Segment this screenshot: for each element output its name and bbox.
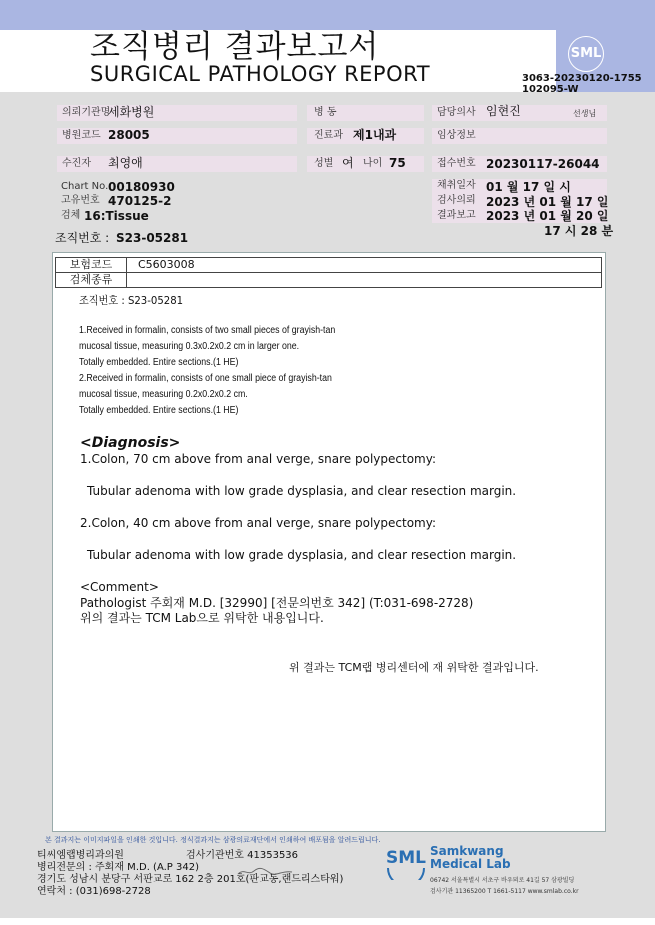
consign-line-2: 위 결과는 TCM랩 병리센터에 재 위탁한 결과입니다.	[289, 661, 539, 674]
footer-lab-number: 검사기관번호 41353536	[186, 850, 299, 861]
document-number-line1: 3063-20230120-1755	[522, 73, 642, 84]
receipt-value: 20230117-26044	[486, 157, 600, 171]
footer-contact: 연락처 : (031)698-2728	[37, 886, 151, 897]
chart-label: Chart No.	[61, 181, 109, 192]
report-label: 결과보고	[437, 210, 476, 221]
footer-address: 경기도 성남시 분당구 서판교로 162 2층 201호(판교동,랜드리스타워)	[37, 874, 344, 885]
gross-line: Totally embedded. Entire sections.(1 HE)	[79, 405, 239, 416]
dept-label: 진료과	[314, 130, 343, 141]
hospital-value: 세화병원	[108, 105, 155, 119]
signature-image	[236, 862, 296, 872]
comment-label: <Comment>	[80, 580, 159, 594]
uid-value: 470125-2	[108, 194, 172, 208]
report-title-english: SURGICAL PATHOLOGY REPORT	[90, 62, 431, 86]
gross-line: mucosal tissue, measuring 0.2x0.2x0.2 cm.	[79, 389, 248, 400]
insurance-code-row	[55, 257, 602, 273]
clinical-label: 임상정보	[437, 130, 476, 141]
pathologist-line: Pathologist 주회재 M.D. [32990] [전문의번호 342] (T:031-698-2728)	[80, 596, 474, 610]
specimen-label: 검체	[61, 210, 81, 221]
consign-line: 위의 결과는 TCM Lab으로 위탁한 내용입니다.	[80, 611, 324, 625]
doctor-value: 임현진	[486, 104, 521, 118]
hospcode-value: 28005	[108, 128, 150, 142]
footer-notice: 본 결과지는 이미지파일을 인쇄한 것입니다. 정식결과지는 삼광의료재단에서 인쇄하여 배포됨을 알려드립니다.	[45, 836, 381, 844]
footer-pathologist: 병리전문의 : 주회재 M.D. (A.P 342)	[37, 862, 199, 873]
specimen-type-row	[55, 272, 602, 288]
request-label: 검사의뢰	[437, 195, 476, 206]
receipt-label: 접수번호	[437, 158, 476, 169]
tissue-number-value: S23-05281	[116, 231, 189, 245]
collect-label: 채취일자	[437, 180, 476, 191]
age-value: 75	[389, 156, 406, 170]
sex-label: 성별	[314, 158, 334, 169]
insurance-code-label: 보험코드	[56, 258, 127, 272]
gross-line: 2.Received in formalin, consists of one small piece of grayish-tan	[79, 373, 332, 384]
insurance-code-value: C5603008	[138, 258, 195, 271]
gross-line: Totally embedded. Entire sections.(1 HE)	[79, 357, 239, 368]
report-value: 2023 년 01 월 20 일	[486, 209, 609, 223]
ward-label: 병 동	[314, 107, 337, 118]
diagnosis-2-site: 2.Colon, 40 cm above from anal verge, snare polypectomy:	[80, 516, 436, 530]
sml-address: 06742 서울특별시 서초구 바우뫼로 41길 57 삼광빌딩	[430, 877, 575, 884]
doctor-label: 담당의사	[437, 107, 476, 118]
dept-value: 제1내과	[353, 128, 397, 142]
footer-lab-name: 티씨엠랩병리과의원	[37, 850, 124, 861]
hospital-label: 의뢰기관명	[62, 107, 111, 118]
diagnosis-2-result: Tubular adenoma with low grade dysplasia, and clear resection margin.	[87, 548, 517, 562]
sml-info: 검사기관 11365200 T 1661-5117 www.smlab.co.kr	[430, 888, 579, 895]
document-number-line2: 102095-W	[522, 84, 579, 95]
report-content-panel	[52, 252, 606, 832]
document-number	[522, 73, 642, 95]
specimen-value: 16:Tissue	[84, 209, 149, 223]
age-label: 나이	[363, 158, 383, 169]
chart-value: 00180930	[108, 180, 175, 194]
diagnosis-1-site: 1.Colon, 70 cm above from anal verge, snare polypectomy:	[80, 452, 436, 466]
gross-line: 1.Received in formalin, consists of two small pieces of grayish-tan	[79, 325, 336, 336]
report-title-korean: 조직병리 결과보고서	[90, 29, 380, 65]
sml-logo-icon: SML	[568, 36, 604, 72]
diagnosis-1-result: Tubular adenoma with low grade dysplasia, and clear resection margin.	[87, 484, 517, 498]
sml-name-line1: Samkwang	[430, 844, 504, 858]
patient-field-bg	[57, 156, 297, 172]
sex-value: 여	[342, 156, 354, 170]
doctor-suffix: 선생님	[573, 109, 597, 118]
report-time: 17 시 28 분	[544, 224, 614, 238]
sml-footer-logo-text: SML	[386, 848, 426, 868]
gross-line: mucosal tissue, measuring 0.3x0.2x0.2 cm in larger one.	[79, 341, 300, 352]
hospcode-label: 병원코드	[62, 130, 101, 141]
uid-label: 고유번호	[61, 195, 100, 206]
patient-label: 수진자	[62, 158, 91, 169]
tissue-number-line: 조직번호 : S23-05281	[79, 294, 184, 307]
diagnosis-heading: <Diagnosis>	[80, 435, 181, 451]
specimen-type-label: 검체종류	[56, 273, 127, 287]
sml-name-line2: Medical Lab	[430, 857, 511, 871]
request-value: 2023 년 01 월 17 일	[486, 195, 609, 209]
tissue-number-label: 조직번호 :	[55, 231, 110, 245]
collect-value: 01 월 17 일 시	[486, 180, 571, 194]
patient-value: 최영애	[108, 156, 143, 170]
